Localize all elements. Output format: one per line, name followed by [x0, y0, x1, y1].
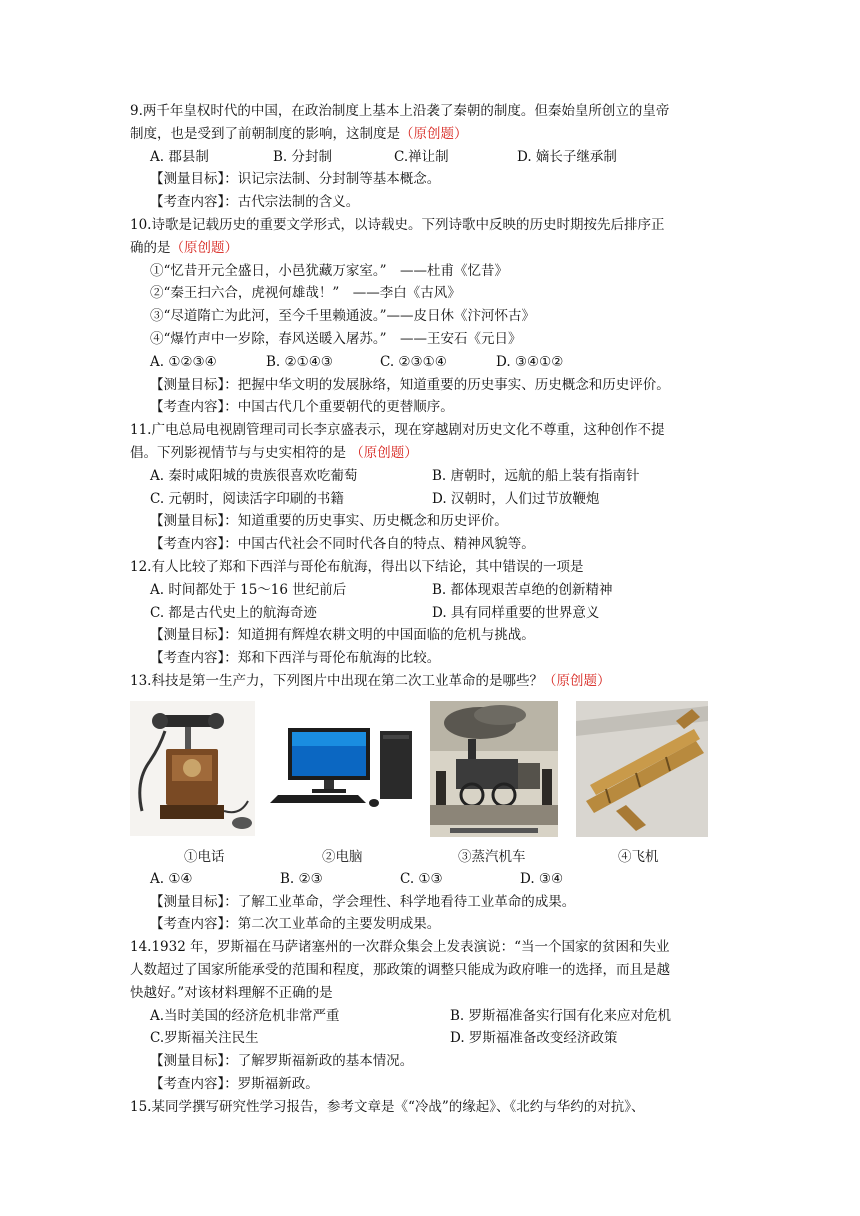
option-c[interactable]: C.禅让制 [394, 148, 449, 165]
option-b[interactable]: B. 分封制 [273, 148, 333, 165]
option-a[interactable]: A. 时间都处于 15～16 世纪前后 [150, 581, 347, 598]
steam-locomotive-image [430, 701, 558, 837]
q10-stem-line1: 10.诗歌是记载历史的重要文学形式，以诗载史。下列诗歌中反映的历史时期按先后排序正 [130, 216, 665, 233]
q15-stem-line1: 15.某同学撰写研究性学习报告，参考文章是《“冷战”的缘起》、《北约与华约的对抗》、 [130, 1098, 645, 1115]
q14-stem-line2: 人数超过了国家所能承受的范围和程度，那政策的调整只能成为政府唯一的选择，而且是越 [130, 961, 670, 978]
q9-stem-line2: 制度，也是受到了前朝制度的影响，这制度是（原创题） [130, 125, 468, 142]
q13-target: 【测量目标】：了解工业革命，学会理性、科学地看待工业革命的成果。 [150, 893, 576, 910]
q12-target: 【测量目标】：知道拥有辉煌农耕文明的中国面临的危机与挑战。 [150, 627, 535, 644]
option-b[interactable]: B. ②③ [280, 870, 323, 887]
caption-airplane: ④飞机 [618, 848, 659, 865]
q10-content: 【考查内容】：中国古代几个重要朝代的更替顺序。 [150, 399, 454, 416]
q9-options [130, 146, 740, 169]
q13-stem: 13.科技是第一生产力，下列图片中出现在第二次工业革命的是哪些？（原创题） [130, 672, 611, 689]
q14-stem-line1: 14.1932 年，罗斯福在马萨诸塞州的一次群众集会上发表演说：“当一个国家的贫困和失业 [130, 939, 670, 956]
q11-options [130, 465, 740, 511]
q10-poem-2: ②“秦王扫六合，虎视何雄哉！” ——李白《古风》 [150, 285, 461, 302]
q11-stem-line1: 11.广电总局电视剧管理司司长李京盛表示，现在穿越剧对历史文化不尊重，这种创作不提 [130, 422, 665, 439]
telephone-image [130, 701, 255, 836]
q14-content: 【考查内容】：罗斯福新政。 [150, 1075, 319, 1092]
q10-options [130, 351, 740, 374]
q10-stem-line2: 确的是（原创题） [130, 239, 238, 256]
option-d[interactable]: D. 具有同样重要的世界意义 [432, 604, 600, 621]
q14-target: 【测量目标】：了解罗斯福新政的基本情况。 [150, 1053, 414, 1070]
q10-poem-3: ③“尽道隋亡为此河，至今千里赖通波。”——皮日休《汴河怀古》 [150, 308, 536, 325]
q14-options [130, 1005, 740, 1051]
original-tag: （原创题） [350, 444, 418, 461]
exam-page [130, 100, 740, 1118]
option-d[interactable]: D. ③④ [520, 870, 564, 887]
option-a[interactable]: A. 郡县制 [150, 148, 209, 165]
q10-poem-4: ④“爆竹声中一岁除，春风送暖入屠苏。” ——王安石《元日》 [150, 330, 522, 347]
airplane-image [576, 701, 708, 837]
option-b[interactable]: B. ②①④③ [266, 353, 333, 370]
q12-content: 【考查内容】：郑和下西洋与哥伦布航海的比较。 [150, 650, 441, 667]
option-c[interactable]: C. 元朝时，阅读活字印刷的书籍 [150, 490, 344, 507]
original-tag: （原创题） [170, 239, 238, 256]
option-a[interactable]: A. ①④ [150, 870, 193, 887]
original-tag: （原创题） [400, 125, 468, 142]
q13-images [130, 701, 740, 846]
q14-stem-line3: 快越好。”对该材料理解不正确的是 [130, 984, 333, 1001]
original-tag: （原创题） [542, 672, 611, 689]
q13-captions [130, 846, 740, 868]
q11-content: 【考查内容】：中国古代社会不同时代各自的特点、精神风貌等。 [150, 536, 535, 553]
option-c[interactable]: C. 都是古代史上的航海奇迹 [150, 604, 317, 621]
q13-options [130, 868, 740, 891]
option-a[interactable]: A.当时美国的经济危机非常严重 [150, 1007, 340, 1024]
q12-options [130, 579, 740, 625]
option-d[interactable]: D. ③④①② [496, 353, 564, 370]
caption-computer: ②电脑 [322, 848, 363, 865]
q12-stem: 12.有人比较了郑和下西洋与哥伦布航海，得出以下结论，其中错误的一项是 [130, 558, 584, 575]
option-a[interactable]: A. 秦时咸阳城的贵族很喜欢吃葡萄 [150, 467, 358, 484]
q9-content: 【考查内容】：古代宗法制的含义。 [150, 194, 360, 211]
option-b[interactable]: B. 罗斯福准备实行国有化来应对危机 [450, 1007, 672, 1024]
caption-telephone: ①电话 [184, 848, 225, 865]
q11-target: 【测量目标】：知道重要的历史事实、历史概念和历史评价。 [150, 513, 508, 530]
option-b[interactable]: B. 唐朝时，远航的船上装有指南针 [432, 467, 640, 484]
q9-target: 【测量目标】：识记宗法制、分封制等基本概念。 [150, 171, 441, 188]
option-c[interactable]: C. ①③ [400, 870, 443, 887]
option-c[interactable]: C.罗斯福关注民生 [150, 1030, 259, 1047]
q13-content: 【考查内容】：第二次工业革命的主要发明成果。 [150, 916, 441, 933]
computer-image [262, 723, 420, 813]
q10-target: 【测量目标】：把握中华文明的发展脉络，知道重要的历史事实、历史概念和历史评价。 [150, 376, 670, 393]
caption-locomotive: ③蒸汽机车 [458, 848, 526, 865]
q9-stem-line1: 9.两千年皇权时代的中国，在政治制度上基本上沿袭了秦朝的制度。但秦始皇所创立的皇帝 [130, 103, 670, 119]
q10-poem-1: ①“忆昔开元全盛日，小邑犹藏万家室。” ——杜甫《忆昔》 [150, 262, 509, 279]
option-c[interactable]: C. ②③①④ [380, 353, 447, 370]
option-a[interactable]: A. ①②③④ [150, 353, 217, 370]
q11-stem-line2: 倡。下列影视情节与与史实相符的是 （原创题） [130, 444, 418, 461]
option-b[interactable]: B. 都体现艰苦卓绝的创新精神 [432, 581, 613, 598]
option-d[interactable]: D. 罗斯福准备改变经济政策 [450, 1030, 618, 1047]
option-d[interactable]: D. 汉朝时，人们过节放鞭炮 [432, 490, 600, 507]
option-d[interactable]: D. 嫡长子继承制 [517, 148, 617, 165]
